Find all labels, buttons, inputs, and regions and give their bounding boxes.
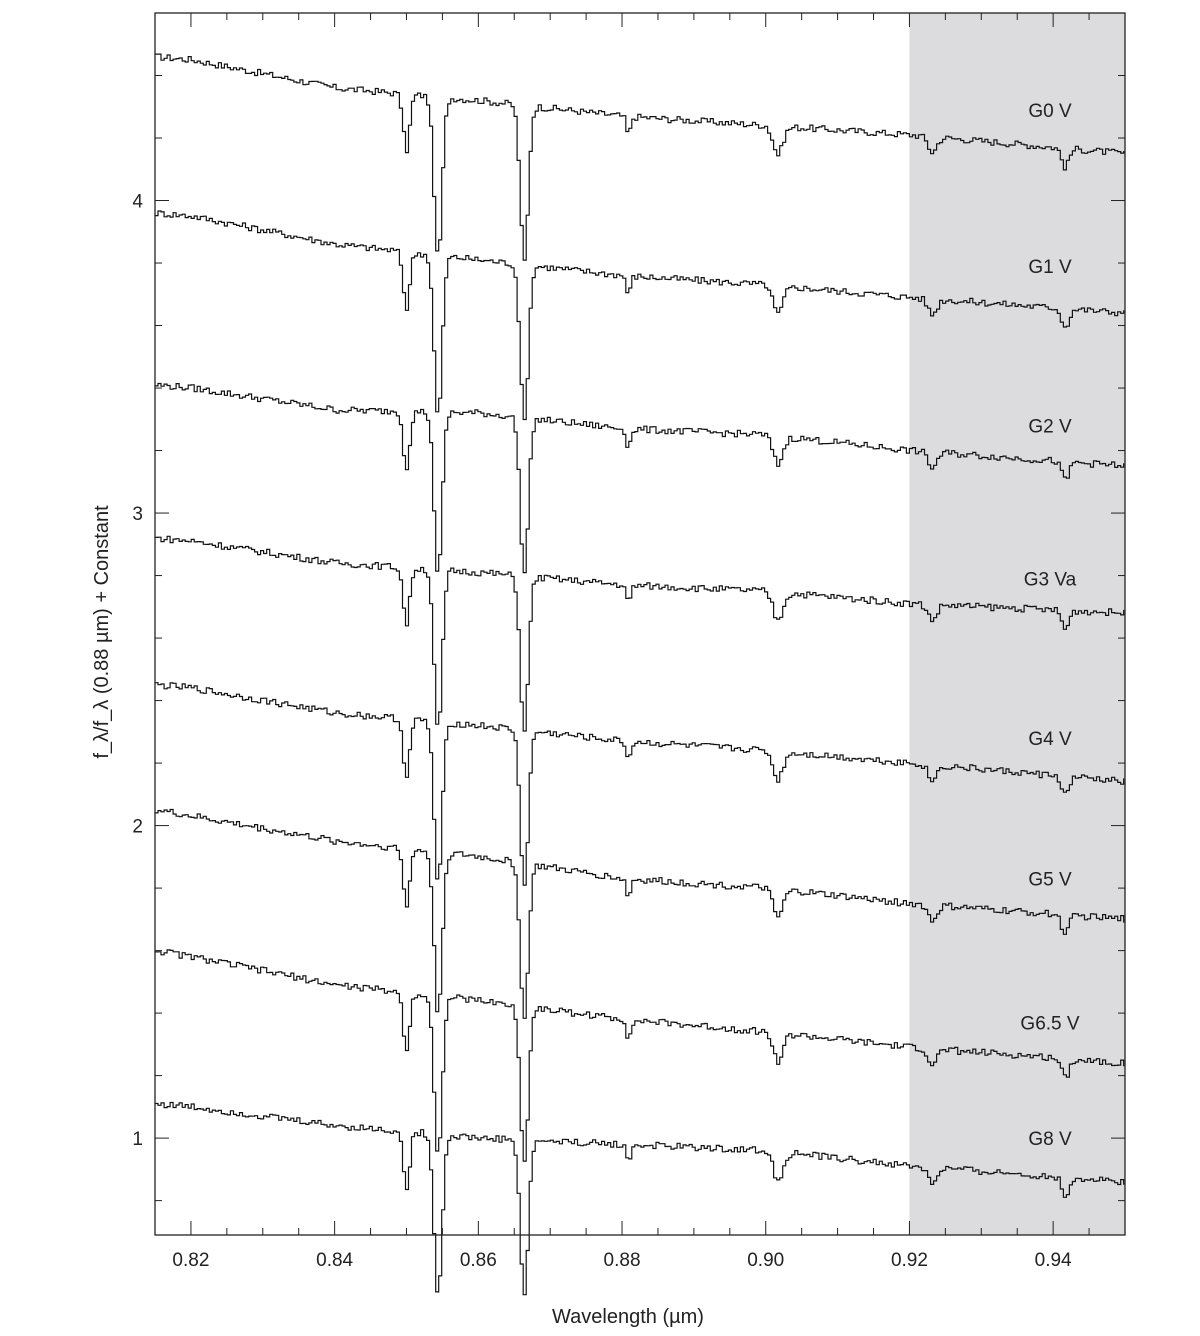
series-label: G2 V [1028,416,1072,438]
series-label: G3 Va [1023,569,1077,591]
y-axis-title: f_λ/f_λ (0.88 µm) + Constant [91,505,113,759]
series-label: G4 V [1028,729,1072,751]
shaded-region [909,13,1125,1235]
shaded-region-layer [909,13,1125,1235]
series-label: G1 V [1028,257,1072,279]
x-tick-label: 0.88 [603,1250,641,1271]
y-tick-label: 3 [132,504,143,526]
x-tick-label: 0.94 [1034,1250,1072,1271]
y-tick-label: 4 [132,191,143,213]
x-tick-label: 0.92 [890,1250,928,1271]
y-tick-label: 1 [132,1129,143,1151]
x-tick-label: 0.84 [316,1250,354,1271]
series-label: G0 V [1028,100,1072,122]
series-label: G8 V [1028,1129,1072,1151]
x-tick-label: 0.82 [172,1250,210,1271]
series-label: G6.5 V [1020,1013,1080,1035]
x-axis-title: Wavelength (µm) [552,1306,704,1328]
series-label: G5 V [1028,869,1072,891]
x-tick-label: 0.86 [459,1250,497,1271]
y-tick-label: 2 [132,816,143,838]
x-tick-label: 0.90 [747,1250,785,1271]
